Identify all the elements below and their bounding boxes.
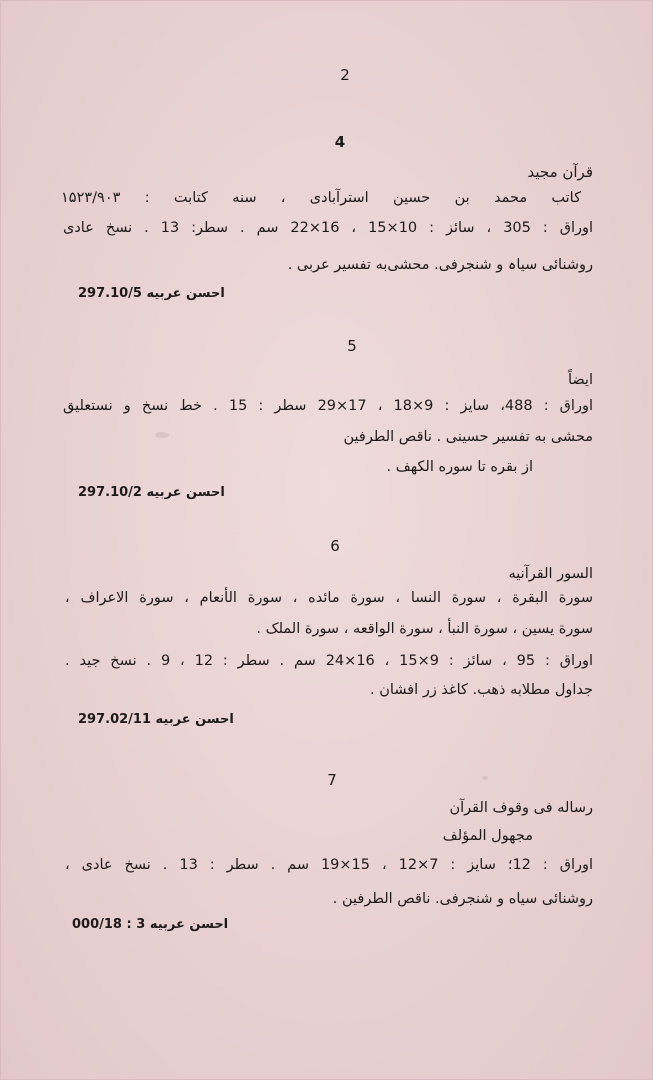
entry-line: اوراق : 488، سایز : 9×18 ، 17×29 سطر : 15 . خط نسخ و نستعلیق <box>63 398 593 414</box>
entry-title: قرآن مجید <box>527 163 593 181</box>
entry-subtitle: مجهول المؤلف <box>442 828 533 844</box>
entry-line: اوراق : 12؛ سایز : 7×12 ، 15×19 سم . سطر : 13 . نسخ عادی ، <box>65 857 594 873</box>
entry-line: جداول مطلابه ذهب. کاغذ زر افشان . <box>370 682 593 698</box>
entry-line: اوراق : 305 ، سائز : 10×15 ، 16×22 سم . سطر: 13 . نسخ عادی <box>63 220 594 236</box>
entry-line: اوراق : 95 ، سائز : 9×15 ، 16×24 سم . سطر : 12 ، 9 . نسخ جید . <box>65 653 594 669</box>
paper-blot <box>482 776 488 780</box>
entry-number: 6 <box>330 537 340 555</box>
entry-line: سورة البقرة ، سورة النسا ، سورة مائده ، سورة الأنعام ، سورة الاعراف ، <box>65 590 593 606</box>
entry-line: روشنائی سیاه و شنجرفی. ناقص الطرفین . <box>332 891 593 907</box>
entry-line: از بقره تا سوره الکهف . <box>386 459 533 475</box>
page-number: 2 <box>340 66 350 84</box>
entry-line: روشنائی سیاہ و شنجرفی. محشی‌به تفسیر عربی . <box>287 257 593 273</box>
paper-blot <box>155 432 169 438</box>
entry-title: ایضاً <box>567 372 593 388</box>
catalog-reference: احسن عربیه 3 : 000/18 <box>72 917 229 932</box>
entry-line: سورة یسین ، سورة النبأ ، سورة الواقعه ، سورة الملک . <box>256 621 593 637</box>
entry-number: 4 <box>334 133 346 151</box>
entry-title: السور القرآنیه <box>508 566 593 582</box>
entry-number: 7 <box>327 771 337 789</box>
entry-title: رساله فی وقوف القرآن <box>449 800 593 816</box>
catalog-reference: احسن عربیه 297.10/2 <box>78 485 225 500</box>
entry-line: محشی به تفسیر حسینی . ناقص الطرفین <box>343 429 593 445</box>
entry-line: کاتب محمد بن حسین استرآبادی ، سنه کتابت : ۱۵۲۳/۹۰۳ <box>61 190 581 206</box>
entry-number: 5 <box>347 337 357 355</box>
catalog-reference: احسن عربیه 297.02/11 <box>78 712 234 727</box>
catalog-reference: احسن عربیه 297.10/5 <box>78 286 225 301</box>
